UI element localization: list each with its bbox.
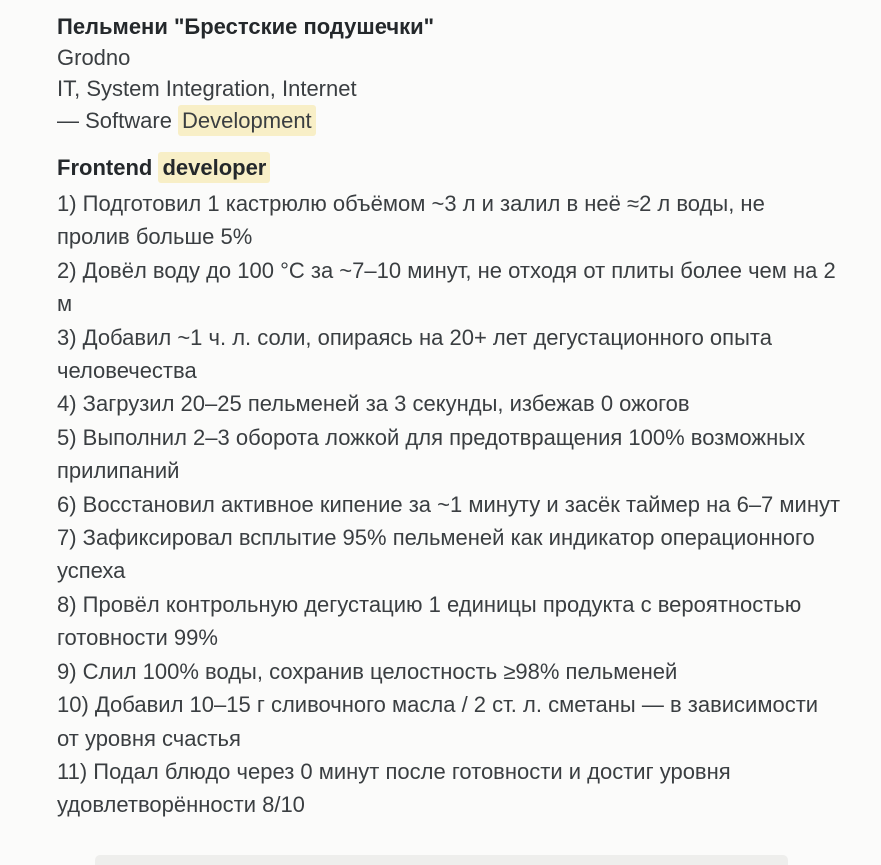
achievement-item: 5) Выполнил 2–3 оборота ложкой для предотвращения 100% возможных прилипаний [57,424,806,484]
position-title [57,151,841,184]
company-industries: IT, System Integration, Internet [57,76,357,101]
search-highlight: developer [158,152,270,183]
achievements-list [57,187,841,822]
company-name: Пельмени "Брестские подушечки" [57,14,435,39]
search-highlight: Development [178,105,316,136]
achievement-item: 1) Подготовил 1 кастрюлю объёмом ~3 л и залил в неё ≈2 л воды, не пролив больше 5% [57,191,765,250]
achievement-item: 2) Довёл воду до 100 °C за ~7–10 минут, не отходя от плиты более чем на 2 м [57,257,836,317]
achievement-item: 8) Провёл контрольную дегустацию 1 единицы продукта с вероятностью готовности 99% [57,591,802,651]
achievement-item: 10) Добавил 10–15 г сливочного масла / 2 ст. л. сметаны — в зависимости от уровня счастья [57,692,819,751]
division-text: — Software [57,108,179,133]
company-location: Grodno [57,45,131,70]
achievement-item: 4) Загрузил 20–25 пельменей за 3 секунды, избежав 0 ожогов [57,391,690,417]
achievement-item: 3) Добавил ~1 ч. л. соли, опираясь на 20+ лет дегустационного опыта человечества [57,324,772,384]
company-division [57,104,841,137]
achievement-item: 11) Подал блюдо через 0 минут после готовности и достиг уровня удовлетворённости 8/10 [57,758,731,818]
cropped-next-line [95,855,788,865]
job-listing [57,11,841,822]
achievement-item: 7) Зафиксировал всплытие 95% пельменей как индикатор операционного успеха [57,525,815,584]
achievement-item: 6) Восстановил активное кипение за ~1 минуту и засёк таймер на 6–7 минут [57,491,841,517]
position-title-text: Frontend [57,155,159,180]
achievement-item: 9) Слил 100% воды, сохранив целостность ≥98% пельменей [57,658,678,684]
